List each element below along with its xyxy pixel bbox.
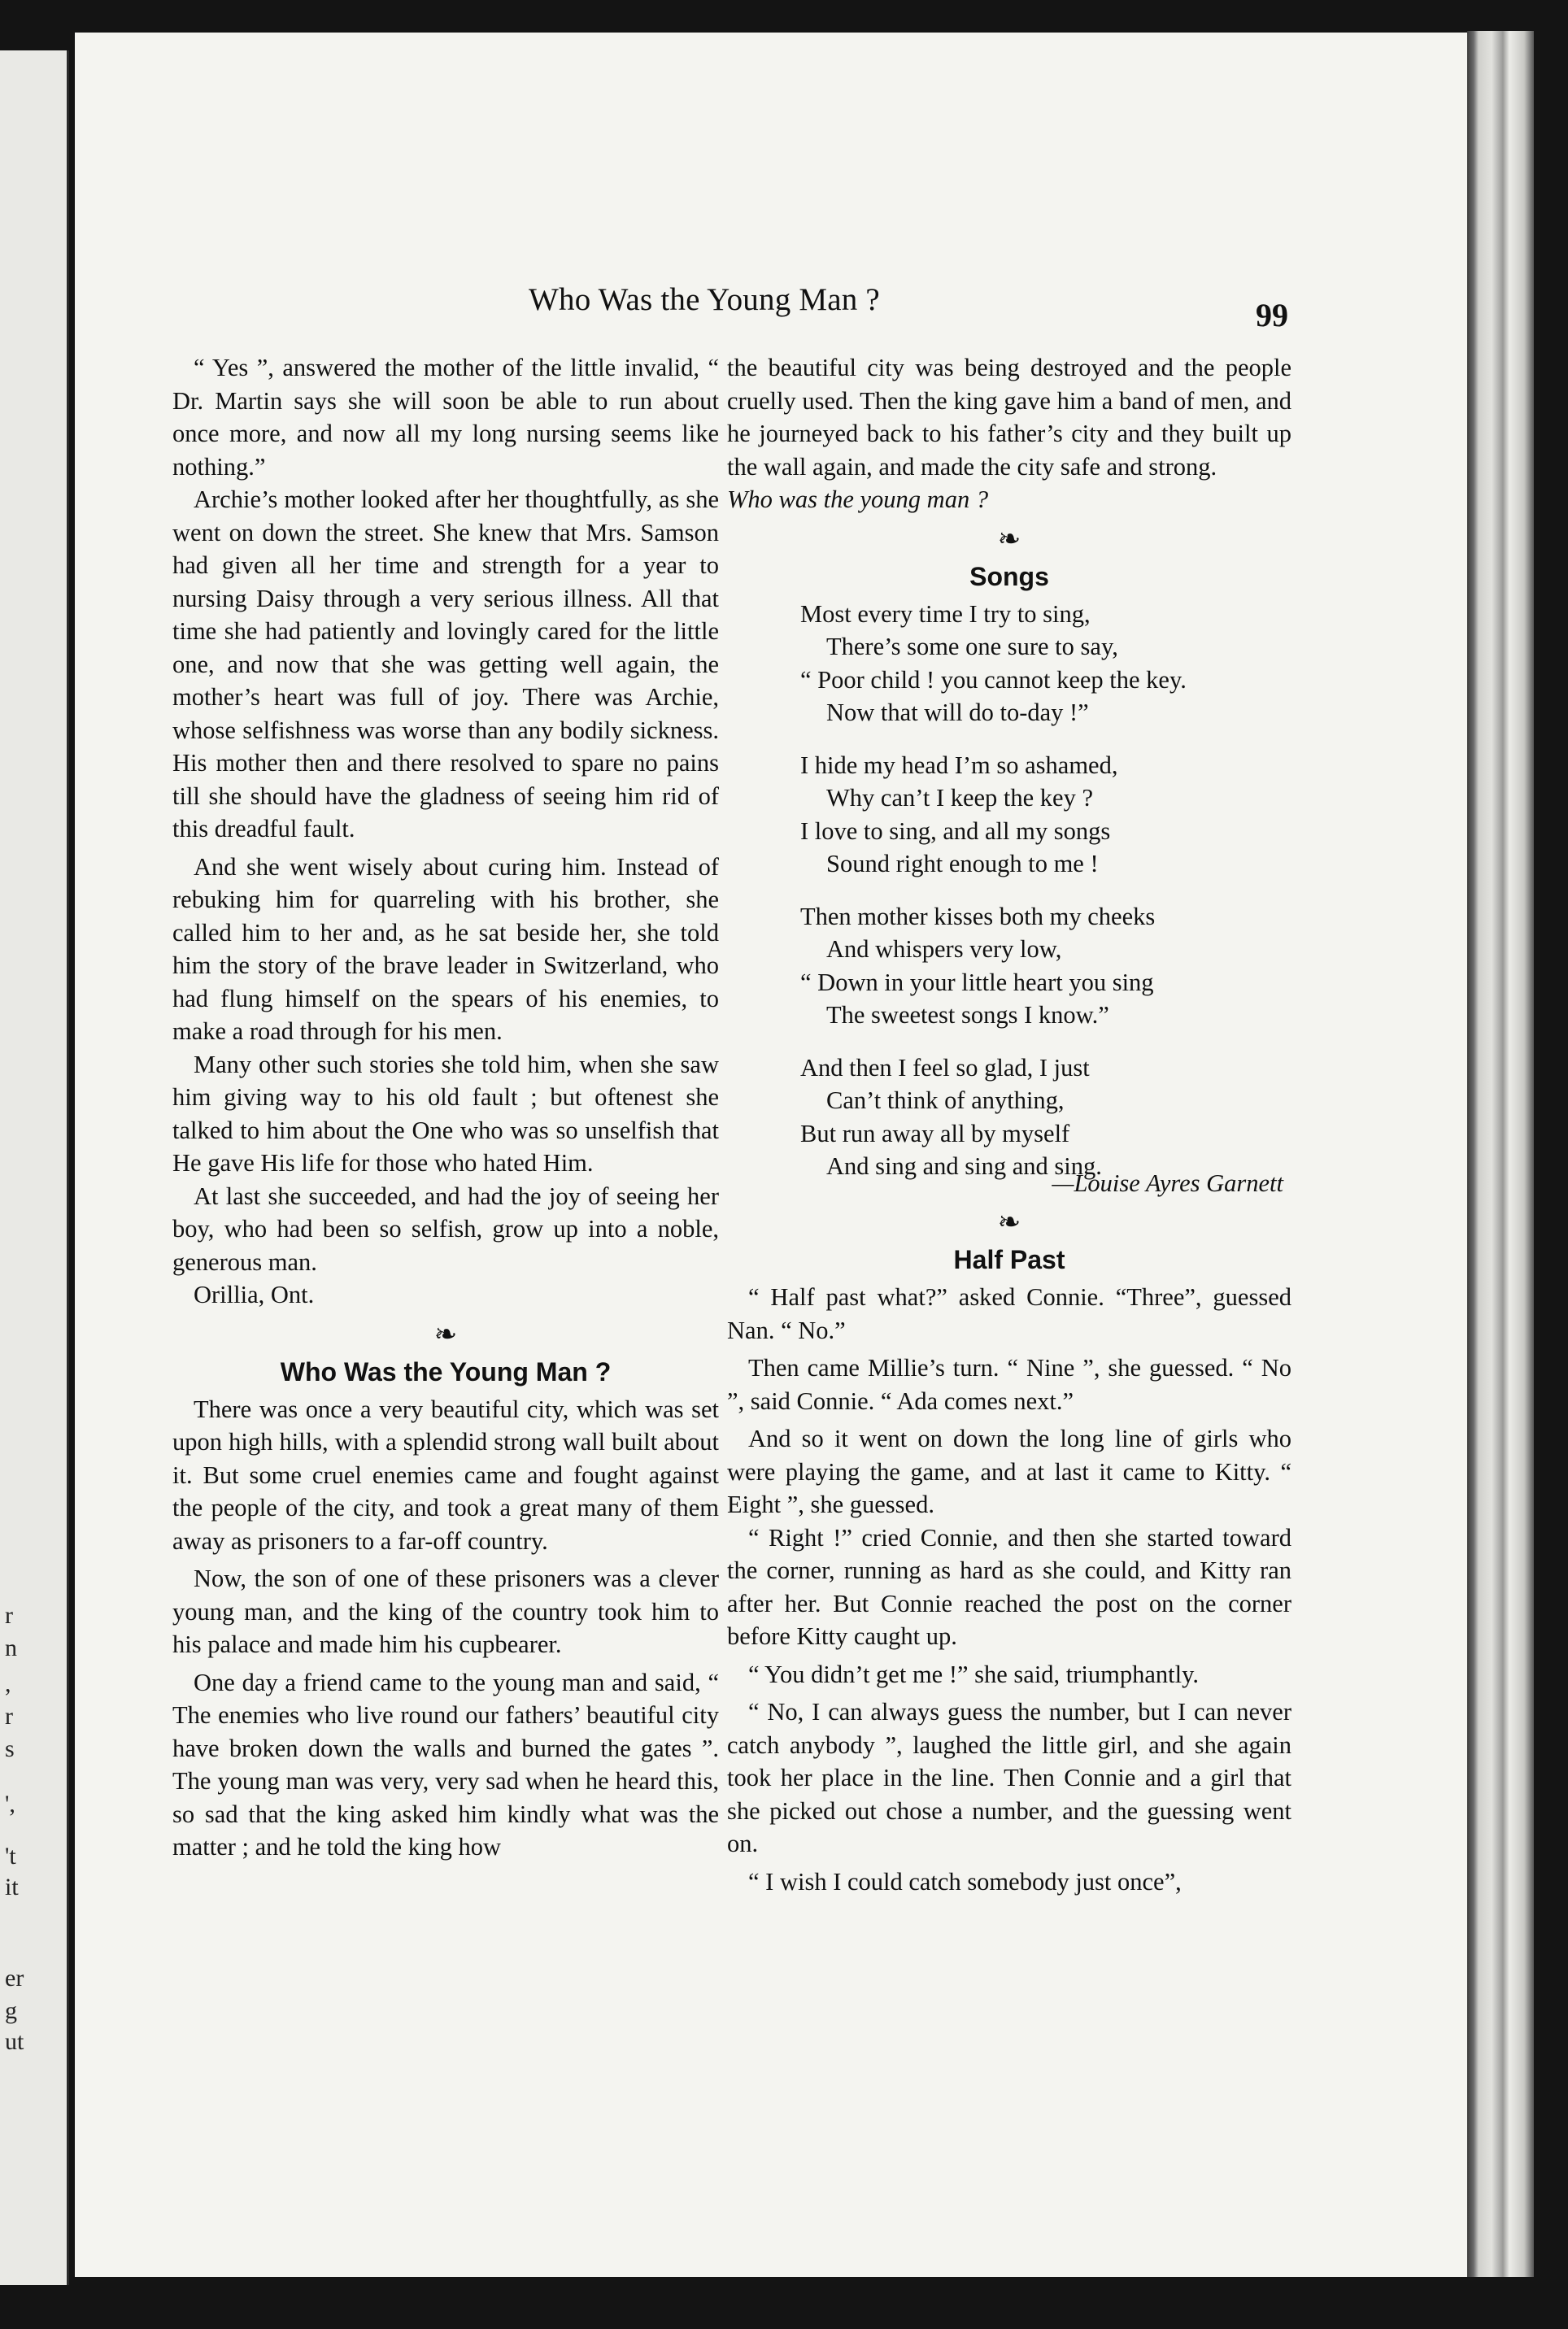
- poem-line: Why can’t I keep the key ?: [826, 784, 1094, 812]
- section-title: Who Was the Young Man ?: [280, 1356, 612, 1387]
- poem-line: There’s some one sure to say,: [826, 633, 1118, 660]
- margin-fragment: g: [5, 1997, 17, 2024]
- margin-fragment: r: [5, 1602, 13, 1629]
- paragraph: the beautiful city was being destroyed and the people cruelly used. Then the king gave him a band of men, and he journeyed back to his father’s city and they built up the wall again, and made the city safe and strong.: [727, 354, 1291, 481]
- paragraph: Now, the son of one of these prisoners was a clever young man, and the king of the country took him to his palace and made him his cupbearer.: [172, 1565, 719, 1658]
- poem-attribution: —Louise Ayres Garnett: [1052, 1169, 1283, 1197]
- poem-line: Most every time I try to sing,: [800, 599, 1091, 628]
- poem-line: I love to sing, and all my songs: [800, 816, 1111, 845]
- margin-fragment: er: [5, 1965, 24, 1992]
- ornament-icon: ❧: [997, 1208, 1021, 1238]
- margin-fragment: ',: [5, 1791, 15, 1817]
- poem-title: Songs: [969, 561, 1049, 591]
- right-column: [727, 351, 1291, 1898]
- paragraph: There was once a very beautiful city, which was set upon high hills, with a splendid strong wall built about it. But some cruel enemies came and fought against the people of the city, and took a great many of them away as prisoners to a far-off country.: [172, 1395, 719, 1555]
- stanza: [727, 749, 1291, 881]
- facing-page-edge: [0, 50, 69, 2285]
- poem: [727, 598, 1291, 1183]
- margin-fragment: it: [5, 1874, 19, 1900]
- stanza: [727, 1051, 1291, 1183]
- paragraph: Many other such stories she told him, when she saw him giving way to his old fault ; but oftenest she talked to him about the One who was so unselfish that He gave His life for those who hated Him.: [172, 1050, 719, 1177]
- poem-line: Then mother kisses both my cheeks: [800, 902, 1156, 930]
- margin-fragment: r: [5, 1703, 13, 1730]
- left-column: [172, 351, 719, 1864]
- poem-line: Sound right enough to me !: [826, 850, 1099, 877]
- paragraph: At last she succeeded, and had the joy of seeing her boy, who had been so selfish, grow up into a noble, generous man.: [172, 1182, 719, 1276]
- stanza: [727, 598, 1291, 729]
- poem-line: “ Down in your little heart you sing: [800, 968, 1154, 996]
- poem-line: And whispers very low,: [826, 935, 1062, 963]
- poem-line: I hide my head I’m so ashamed,: [800, 751, 1118, 779]
- story-title: Half Past: [953, 1245, 1065, 1274]
- question-text: Who was the young man ?: [727, 485, 989, 513]
- paragraph: “ You didn’t get me !” she said, triumphantly.: [748, 1660, 1200, 1688]
- poem-line: Now that will do to-day !”: [826, 699, 1089, 726]
- dateline: Orillia, Ont.: [194, 1281, 315, 1308]
- poem-line: “ Poor child ! you cannot keep the key.: [800, 665, 1187, 694]
- question: [727, 483, 1291, 516]
- page-block-edges: [1467, 31, 1534, 2277]
- ornament-icon: ❧: [997, 524, 1021, 555]
- paragraph: “ Yes ”, answered the mother of the little invalid, “ Dr. Martin says she will soon be able to run about once more, and now all my long nursing seems like nothing.”: [172, 354, 719, 481]
- paragraph: Archie’s mother looked after her thoughtfully, as she went on down the street. She knew that Mrs. Samson had given all her time and strength for a year to nursing Daisy through a very serious illness. All that time she had patiently and lovingly cared for the little one, and now that she was getting well again, the mother’s heart was full of joy. There was Archie, whose selfishness was worse than any bodily sickness. His mother then and there resolved to spare no pains till she should have the gladness of seeing him rid of this dreadful fault.: [172, 485, 719, 842]
- paragraph: One day a friend came to the young man and said, “ The enemies who live round our fathers’ beautiful city have broken down the walls and burned the gates ”. The young man was very, very sad when he heard this, so sad that the king asked him kindly what was the matter ; and he told the king how: [172, 1668, 719, 1861]
- poem-line: And sing and sing and sing.: [826, 1152, 1102, 1180]
- paragraph: And so it went on down the long line of girls who were playing the game, and at last it came to Kitty. “ Eight ”, she guessed.: [727, 1425, 1291, 1518]
- paragraph: Then came Millie’s turn. “ Nine ”, she guessed. “ No ”, said Connie. “ Ada comes next.”: [727, 1354, 1291, 1415]
- page-number: 99: [1256, 297, 1288, 333]
- poem-line: Can’t think of anything,: [826, 1086, 1065, 1114]
- poem-line: But run away all by myself: [800, 1119, 1070, 1147]
- margin-fragment: n: [5, 1635, 17, 1661]
- poem-line: And then I feel so glad, I just: [800, 1053, 1090, 1082]
- stanza: [727, 900, 1291, 1032]
- margin-fragment: 't: [5, 1843, 16, 1870]
- running-title: Who Was the Young Man ?: [529, 282, 880, 317]
- paragraph: And she went wisely about curing him. Instead of rebuking him for quarreling with his brother, she called him to her and, as he sat beside her, she told him the story of the brave leader in Switzerland, who had flung himself on the spears of his enemies, to make a road through for his men.: [172, 852, 719, 1045]
- paragraph: “ No, I can always guess the number, but I can never catch anybody ”, laughed the little girl, and she again took her place in the line. Then Connie and a girl that she picked out chose a number, and the guessing went on.: [727, 1698, 1291, 1857]
- poem-line: The sweetest songs I know.”: [826, 1001, 1109, 1029]
- margin-fragment: ,: [5, 1670, 11, 1697]
- margin-fragment: s: [5, 1735, 15, 1762]
- paragraph: “ Half past what?” asked Connie. “Three”, guessed Nan. “ No.”: [727, 1283, 1291, 1344]
- paragraph: “ Right !” cried Connie, and then she started toward the corner, running as hard as she could, and Kitty ran after her. But Connie reached the post on the corner before Kitty caught up.: [727, 1523, 1291, 1650]
- ornament-icon: ❧: [433, 1319, 458, 1350]
- paragraph: “ I wish I could catch somebody just once”,: [748, 1867, 1182, 1896]
- margin-fragment: ut: [5, 2028, 24, 2055]
